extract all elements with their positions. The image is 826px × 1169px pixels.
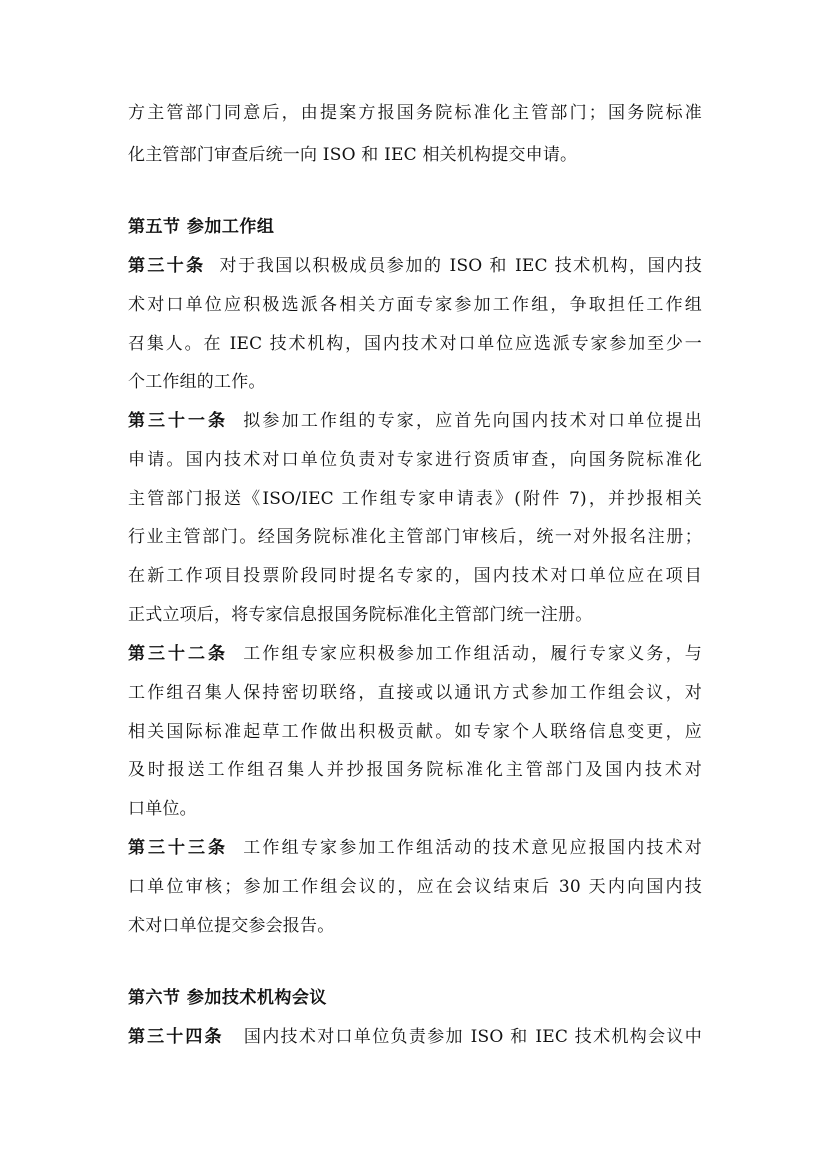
article-34-label: 第三十四条	[128, 1027, 224, 1047]
article-31-line-6: 正式立项后，将专家信息报国务院标准化主管部门统一注册。	[128, 605, 593, 625]
article-32-line-3: 相关国际标准起草工作做出积极贡献。如专家个人联络信息变更，应	[128, 722, 702, 742]
article-33-text-1: 工作组专家参加工作组活动的技术意见应报国内技术对	[243, 838, 702, 858]
article-31-label: 第三十一条	[128, 411, 228, 431]
article-32-line-2: 工作组召集人保持密切联络，直接或以通讯方式参加工作组会议，对	[128, 683, 702, 703]
article-32-line-5: 口单位。	[128, 799, 197, 819]
article-30-line-4: 个工作组的工作。	[128, 372, 266, 392]
article-31-line-1	[128, 411, 702, 431]
intro-line-1: 方主管部门同意后，由提案方报国务院标准化主管部门；国务院标准	[128, 103, 702, 123]
section-6-heading: 第六节 参加技术机构会议	[128, 988, 327, 1008]
article-33-label: 第三十三条	[128, 838, 228, 858]
article-34-text-1: 国内技术对口单位负责参加 ISO 和 IEC 技术机构会议中	[243, 1027, 703, 1047]
article-31-line-4: 行业主管部门。经国务院标准化主管部门审核后，统一对外报名注册；	[128, 527, 702, 547]
article-32-line-4: 及时报送工作组召集人并抄报国务院标准化主管部门及国内技术对	[128, 760, 702, 780]
article-30-label: 第三十条	[128, 256, 206, 276]
article-33-line-1	[128, 838, 702, 858]
article-31-line-2: 申请。国内技术对口单位负责对专家进行资质审查，向国务院标准化	[128, 450, 702, 470]
article-33-line-3: 术对口单位提交参会报告。	[128, 916, 335, 936]
article-32-label: 第三十二条	[128, 644, 228, 664]
article-31-line-5: 在新工作项目投票阶段同时提名专家的，国内技术对口单位应在项目	[128, 566, 702, 586]
section-5-heading: 第五节 参加工作组	[128, 217, 275, 237]
article-31-text-1: 拟参加工作组的专家，应首先向国内技术对口单位提出	[243, 411, 702, 431]
article-32-text-1: 工作组专家应积极参加工作组活动，履行专家义务，与	[243, 644, 702, 664]
article-31-line-3: 主管部门报送《ISO/IEC 工作组专家申请表》(附件 7)，并抄报相关	[128, 489, 702, 509]
article-34-line-1	[128, 1027, 702, 1047]
article-30-line-3: 召集人。在 IEC 技术机构，国内技术对口单位应选派专家参加至少一	[128, 334, 702, 354]
article-30-line-2: 术对口单位应积极选派各相关方面专家参加工作组，争取担任工作组	[128, 295, 702, 315]
article-30-line-1	[128, 256, 702, 276]
article-32-line-1	[128, 644, 702, 664]
article-33-line-2: 口单位审核；参加工作组会议的，应在会议结束后 30 天内向国内技	[128, 877, 702, 897]
intro-line-2: 化主管部门审查后统一向 ISO 和 IEC 相关机构提交申请。	[128, 145, 578, 165]
article-30-text-1: 对于我国以积极成员参加的 ISO 和 IEC 技术机构，国内技	[219, 256, 703, 276]
